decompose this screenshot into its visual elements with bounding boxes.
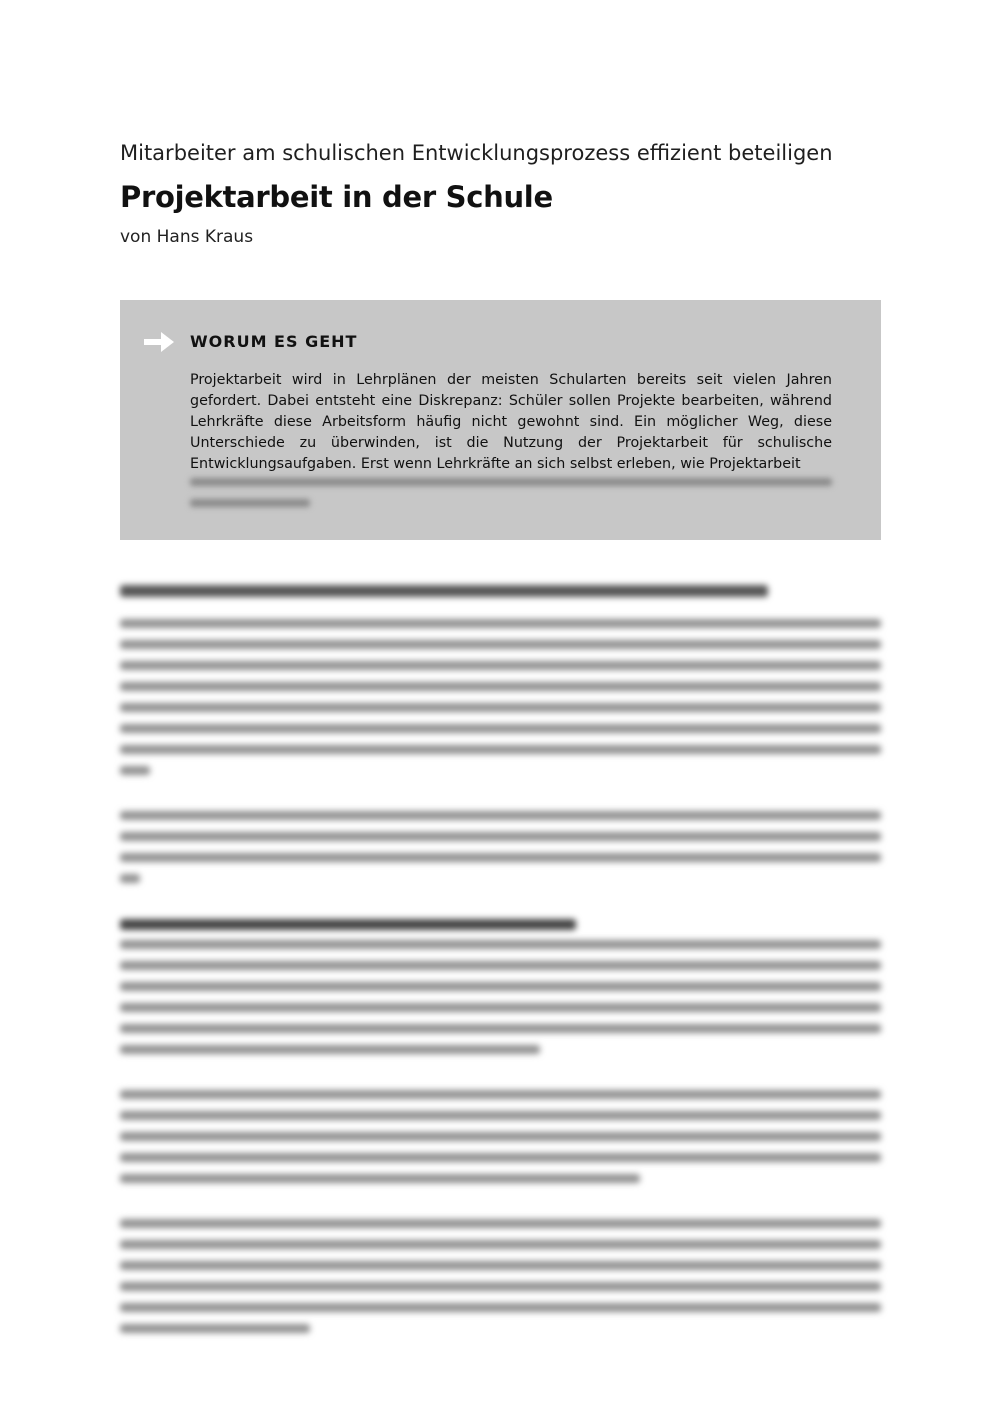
- blurred-line: [120, 832, 881, 841]
- summary-box: [120, 300, 881, 540]
- blurred-line: [120, 1282, 881, 1291]
- blurred-line: [120, 1219, 881, 1228]
- blurred-line: [190, 499, 310, 507]
- blurred-line: [120, 982, 881, 991]
- blurred-line: [120, 1003, 881, 1012]
- blurred-line: [120, 724, 881, 733]
- blurred-line: [120, 1261, 881, 1270]
- blurred-line: [120, 745, 881, 754]
- blurred-line: [120, 1090, 881, 1099]
- blurred-line: [120, 1111, 881, 1120]
- article-kicker: Mitarbeiter am schulischen Entwicklungsprozess effizient beteiligen: [120, 141, 833, 165]
- blurred-subheading: [120, 919, 576, 930]
- summary-heading: WORUM ES GEHT: [190, 332, 358, 351]
- blurred-line: [120, 1132, 881, 1141]
- blurred-line: [120, 1045, 540, 1054]
- blurred-line: [120, 661, 881, 670]
- blurred-section-heading: [120, 585, 768, 597]
- article-header: [120, 138, 881, 249]
- blurred-line: [120, 961, 881, 970]
- blurred-line: [120, 1024, 881, 1033]
- blurred-line: [120, 703, 881, 712]
- arrow-right-icon: [144, 332, 174, 352]
- blurred-line: [120, 1240, 881, 1249]
- blurred-line: [120, 766, 150, 775]
- blurred-line: [120, 1174, 640, 1183]
- summary-content: [190, 330, 832, 475]
- blurred-line: [120, 853, 881, 862]
- blurred-line: [120, 640, 881, 649]
- blurred-line: [120, 682, 881, 691]
- blurred-line: [190, 478, 832, 486]
- blurred-line: [120, 811, 881, 820]
- blurred-line: [120, 940, 881, 949]
- blurred-line: [120, 619, 881, 628]
- blurred-line: [120, 1324, 310, 1333]
- blurred-line: [120, 1153, 881, 1162]
- blurred-article-body: [120, 585, 881, 1345]
- article-title: Projektarbeit in der Schule: [120, 180, 553, 214]
- blurred-line: [120, 874, 140, 883]
- blurred-line: [120, 1303, 881, 1312]
- article-author: von Hans Kraus: [120, 227, 254, 247]
- summary-text: Projektarbeit wird in Lehrplänen der meisten Schularten bereits seit vielen Jahren gefordert. Dabei entsteht eine Diskrepanz: Schüler sollen Projekte bearbeiten, während Lehrkräfte diese Arbeitsform häufig nicht gewohnt sind. Ein möglicher Weg, diese Unterschiede zu überwinden, ist die Nutzung der Projektarbeit für schulische Entwicklungsaufgaben. Erst wenn Lehrkräfte an sich selbst erleben, wie Projektarbeit: [190, 372, 832, 472]
- summary-blurred-lines: [190, 478, 832, 520]
